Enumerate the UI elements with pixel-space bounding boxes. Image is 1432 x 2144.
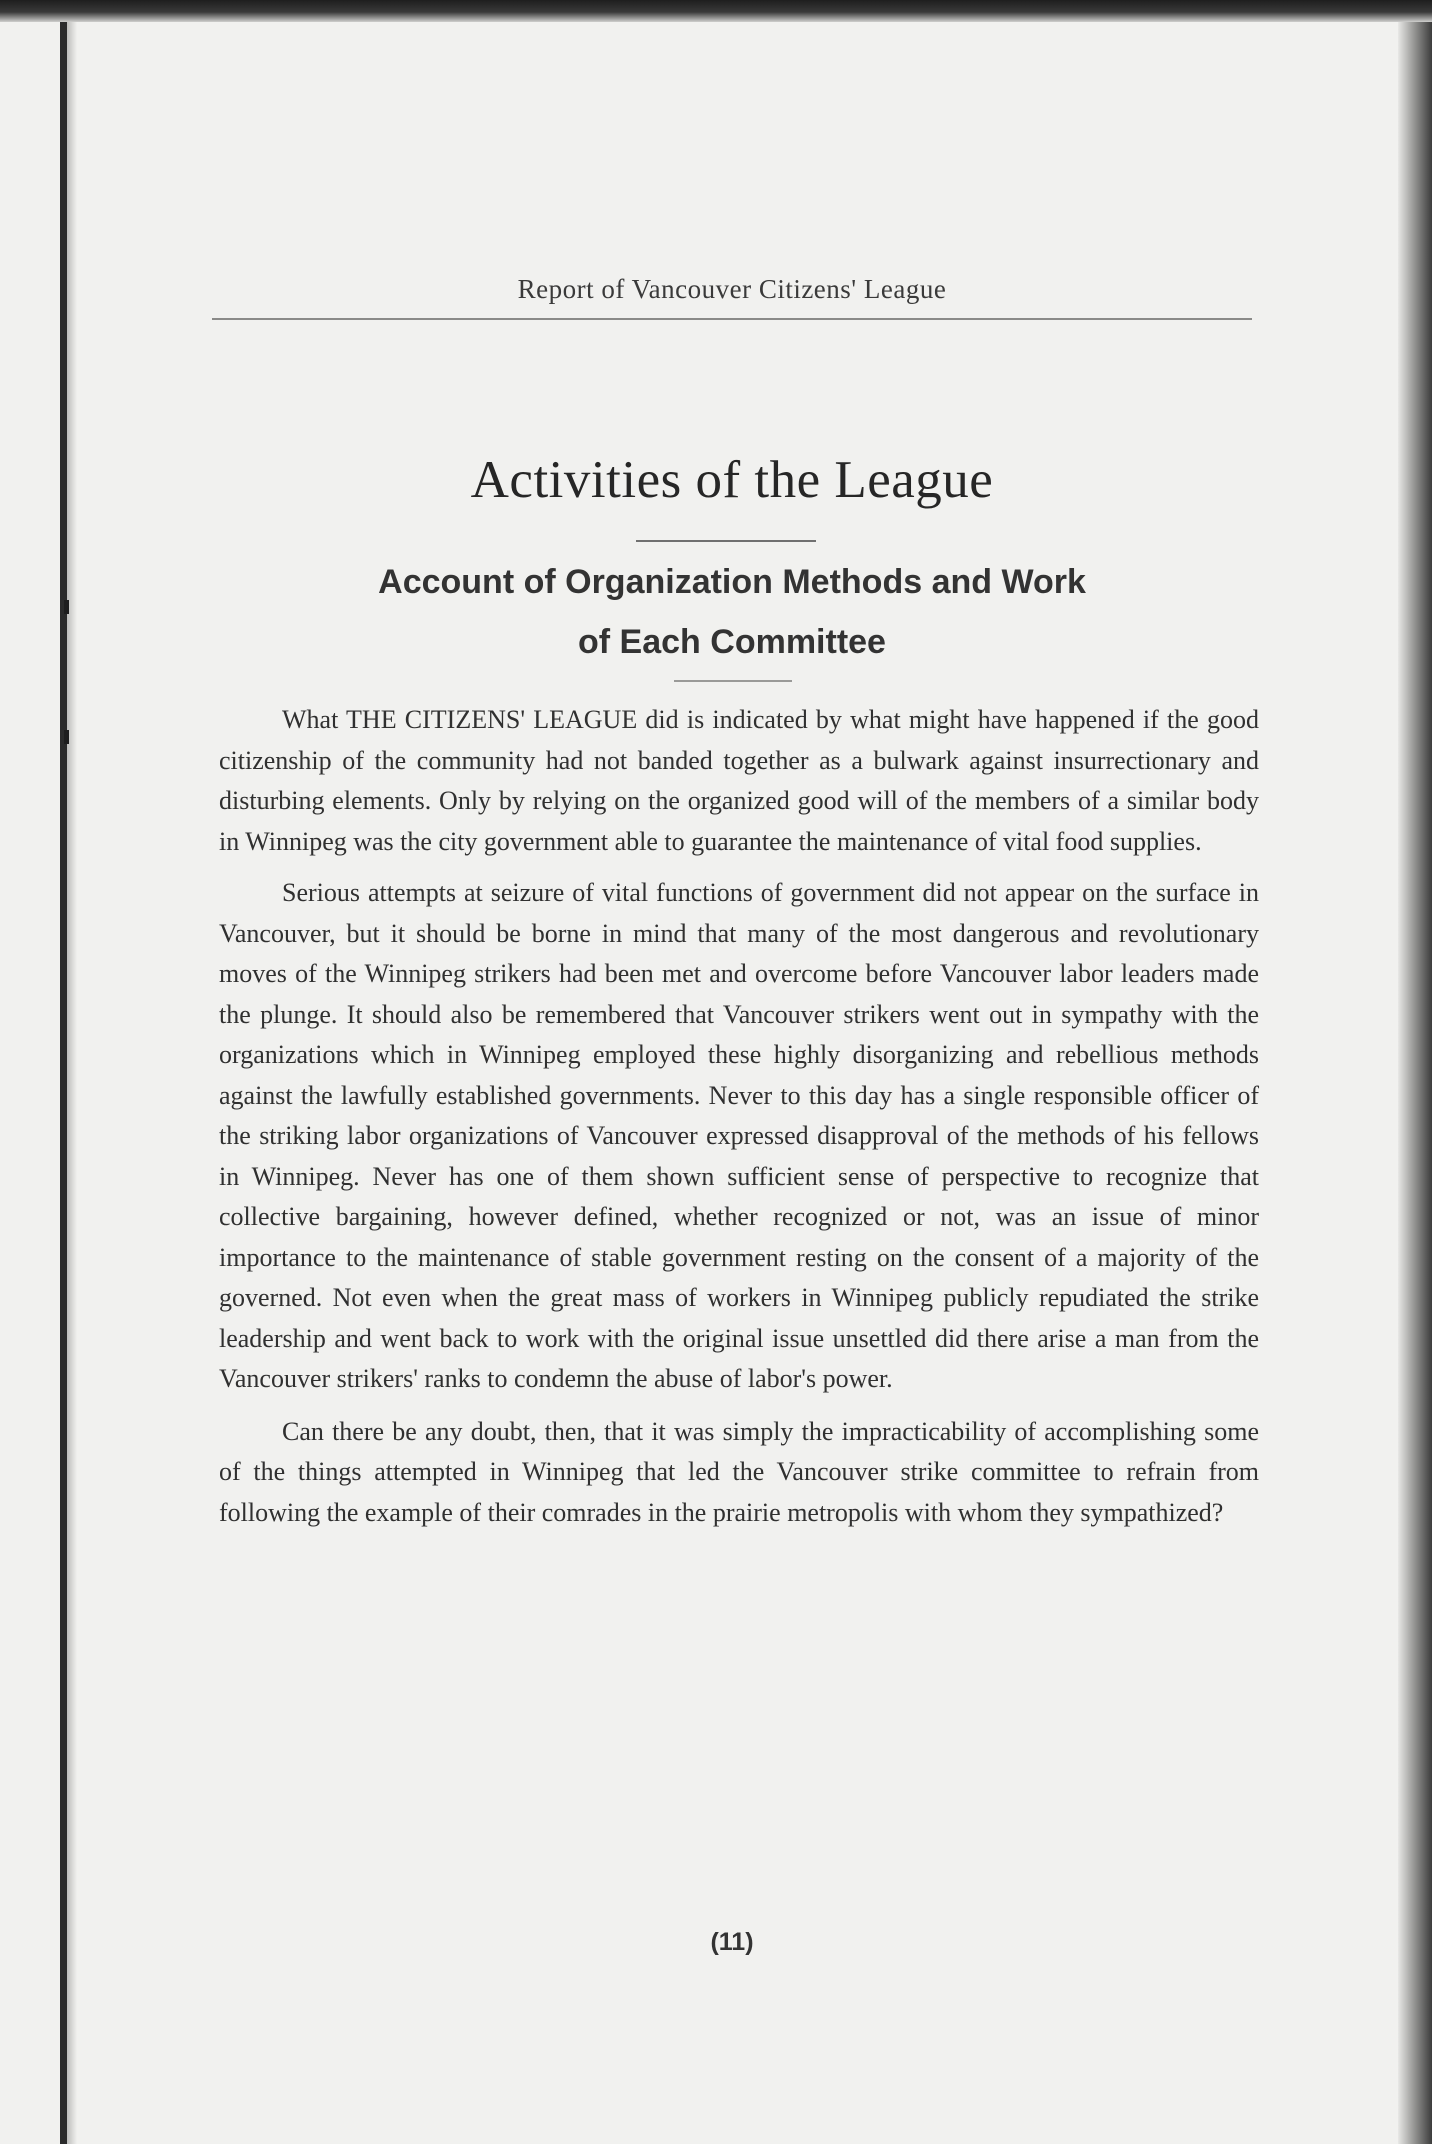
binding-mark (64, 730, 69, 744)
paragraph: Serious attempts at seizure of vital functions of government did not appear on the surface in Vancouver, but it should be borne in mind that many of the most dangerous and revolutionary moves of the Winnipeg strikers had been met and overcome before Vancouver labor leaders made the plunge. It should also be remembered that Vancouver strikers went out in sympathy with the organizations which in Winnipeg employed these highly disorganizing and rebellious methods against the lawfully established governments. Never to this day has a single responsible officer of the striking labor organizations of Vancouver expressed disapproval of the methods of his fellows in Winnipeg. Never has one of them shown sufficient sense of perspective to recognize that collective bargaining, however defined, whether recognized or not, was an issue of minor importance to the maintenance of stable government resting on the consent of a majority of the governed. Not even when the great mass of workers in Winnipeg publicly repudiated the strike leadership and went back to work with the original issue unsettled did there arise a man from the Vancouver strikers' ranks to condemn the abuse of labor's power. (219, 878, 1259, 1393)
subtitle-line-1: Account of Organization Methods and Work (378, 563, 1086, 601)
subtitle-rule (674, 680, 792, 682)
paragraph: Can there be any doubt, then, that it was simply the impracticability of accomplishing some of the things attempted in Winnipeg that led the Vancouver strike committee to refrain from following the example of their comrades in the prairie metropolis with whom they sympathized? (219, 1416, 1259, 1527)
paragraph: What THE CITIZENS' LEAGUE did is indicated by what might have happened if the good citizenship of the community had not banded together as a bulwark against insurrectionary and disturbing elements. Only by relying on the organized good will of the members of a similar body in Winnipeg was the city government able to guarantee the maintenance of vital food supplies. (219, 705, 1259, 856)
running-head: Report of Vancouver Citizens' League (517, 274, 947, 304)
book-binding-edge (60, 22, 67, 2144)
binding-mark (64, 600, 69, 614)
body-text (219, 700, 1259, 1544)
subtitle-line-2: of Each Committee (578, 623, 886, 661)
running-head-rule (212, 318, 1252, 320)
subtitle (212, 552, 1252, 672)
binding-shadow (67, 22, 77, 2144)
page-title: Activities of the League (470, 451, 994, 509)
scan-right-edge (1398, 22, 1432, 2144)
page-number: (11) (710, 1928, 754, 1956)
title-rule (636, 540, 816, 542)
scan-top-edge (0, 0, 1432, 22)
